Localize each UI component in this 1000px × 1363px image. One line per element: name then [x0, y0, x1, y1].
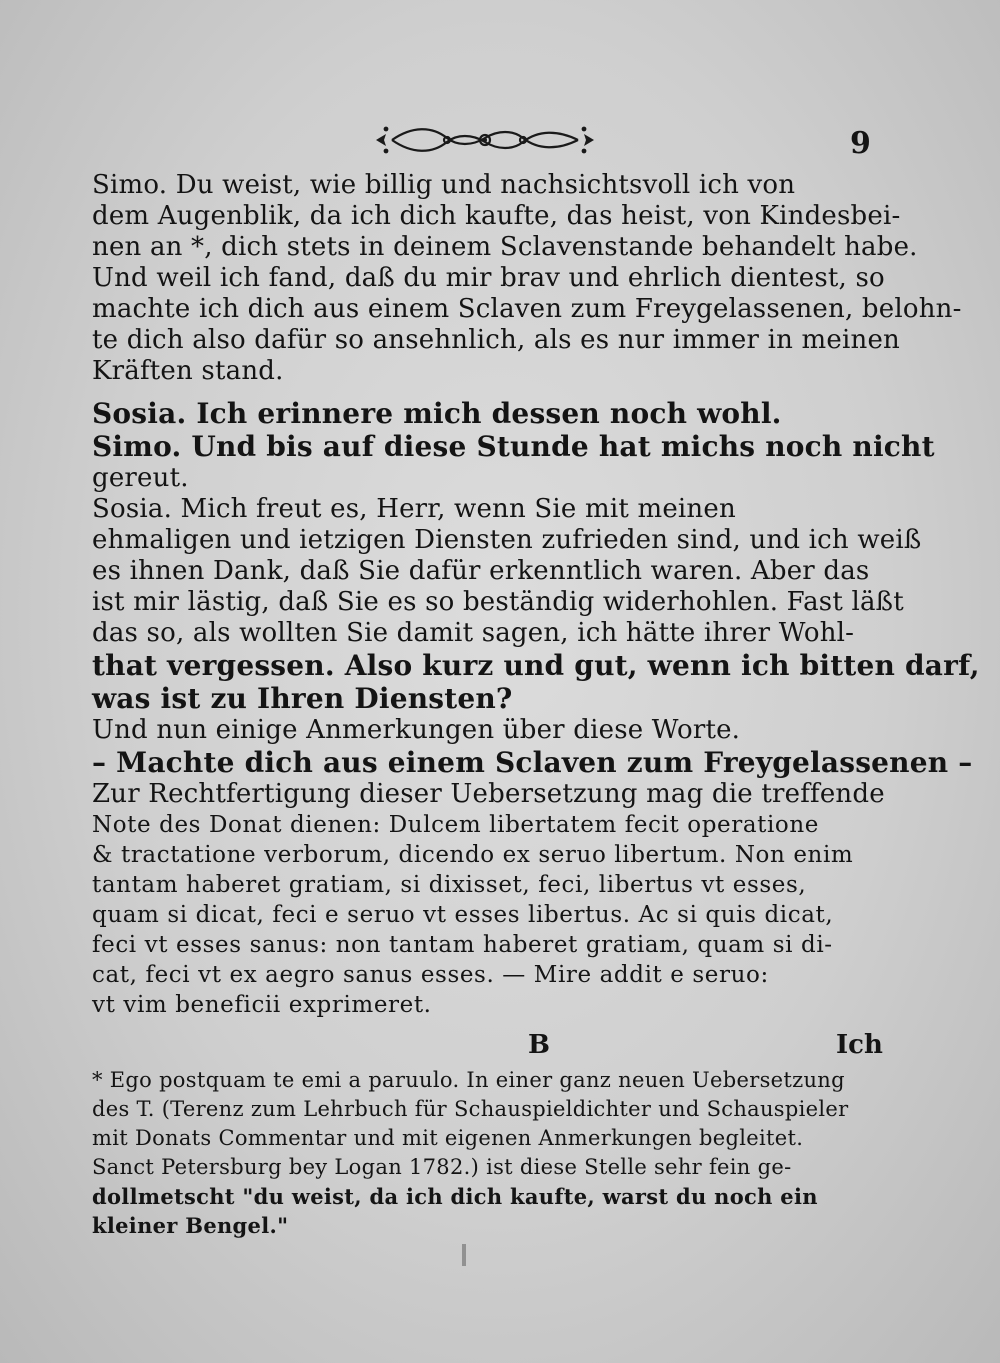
footnote	[92, 1066, 892, 1240]
text-line: Und nun einige Anmerkungen über diese Worte.	[92, 715, 741, 745]
text-line: Zur Rechtfertigung dieser Uebersetzung mag die treffende	[92, 779, 885, 809]
text-line: das so, als wollten Sie damit sagen, ich hätte ihrer Wohl-	[92, 618, 855, 648]
footnote-line: Sanct Petersburg bey Logan 1782.) ist diese Stelle sehr fein ge-	[92, 1155, 792, 1179]
ink-smudge	[462, 1244, 466, 1266]
text-line: nen an *, dich stets in deinem Sclavenstande behandelt habe.	[92, 232, 918, 262]
text-line: cat, feci vt ex aegro sanus esses. — Mire addit e seruo:	[92, 962, 769, 988]
text-line: was ist zu Ihren Diensten?	[92, 682, 513, 715]
text-line: Simo. Du weist, wie billig und nachsichtsvoll ich von	[92, 170, 796, 200]
text-line: feci vt esses sanus: non tantam haberet gratiam, quam si di-	[92, 932, 833, 958]
text-line: Note des Donat dienen: Dulcem libertatem fecit operatione	[92, 812, 820, 838]
text-line: machte ich dich aus einem Sclaven zum Freygelassenen, belohn-	[92, 294, 962, 324]
text-line: dem Augenblik, da ich dich kaufte, das heist, von Kindesbei-	[92, 201, 901, 231]
text-line: Kräften stand.	[92, 356, 284, 386]
text-line: & tractatione verborum, dicendo ex seruo libertum. Non enim	[92, 842, 854, 868]
footnote-line: * Ego postquam te emi a paruulo. In einer ganz neuen Uebersetzung	[92, 1068, 845, 1092]
footnote-line: dollmetscht "du weist, da ich dich kaufte, warst du noch ein	[92, 1184, 818, 1209]
footnote-line: kleiner Bengel."	[92, 1213, 289, 1238]
text-line: Sosia. Ich erinnere mich dessen noch wohl.	[92, 397, 782, 430]
page-header	[0, 118, 1000, 168]
text-line: tantam haberet gratiam, si dixisset, feci, libertus vt esses,	[92, 872, 807, 898]
signature-mark: B	[528, 1030, 550, 1060]
text-line: that vergessen. Also kurz und gut, wenn ich bitten darf,	[92, 649, 980, 682]
text-line: quam si dicat, feci e seruo vt esses libertus. Ac si quis dicat,	[92, 902, 834, 928]
footnote-line: mit Donats Commentar und mit eigenen Anmerkungen begleitet.	[92, 1126, 804, 1150]
text-line: Simo. Und bis auf diese Stunde hat michs noch nicht	[92, 430, 935, 463]
ornament-icon	[372, 118, 598, 162]
body-text	[92, 170, 980, 1020]
text-line: ist mir lästig, daß Sie es so beständig widerhohlen. Fast läßt	[92, 587, 904, 617]
text-line: vt vim beneficii exprimeret.	[92, 992, 432, 1018]
text-line: gereut.	[92, 463, 189, 493]
text-line: Sosia. Mich freut es, Herr, wenn Sie mit meinen	[92, 494, 736, 524]
text-line: es ihnen Dank, daß Sie dafür erkenntlich waren. Aber das	[92, 556, 870, 586]
footnote-line: des T. (Terenz zum Lehrbuch für Schauspieldichter und Schauspieler	[92, 1097, 849, 1121]
text-line: Und weil ich fand, daß du mir brav und ehrlich dientest, so	[92, 263, 885, 293]
catchword: Ich	[836, 1030, 883, 1060]
page-number: 9	[850, 126, 871, 161]
text-line: ehmaligen und ietzigen Diensten zufrieden sind, und ich weiß	[92, 525, 922, 555]
text-line: – Machte dich aus einem Sclaven zum Freygelassenen –	[92, 746, 973, 779]
text-line: te dich also dafür so ansehnlich, als es nur immer in meinen	[92, 325, 900, 355]
